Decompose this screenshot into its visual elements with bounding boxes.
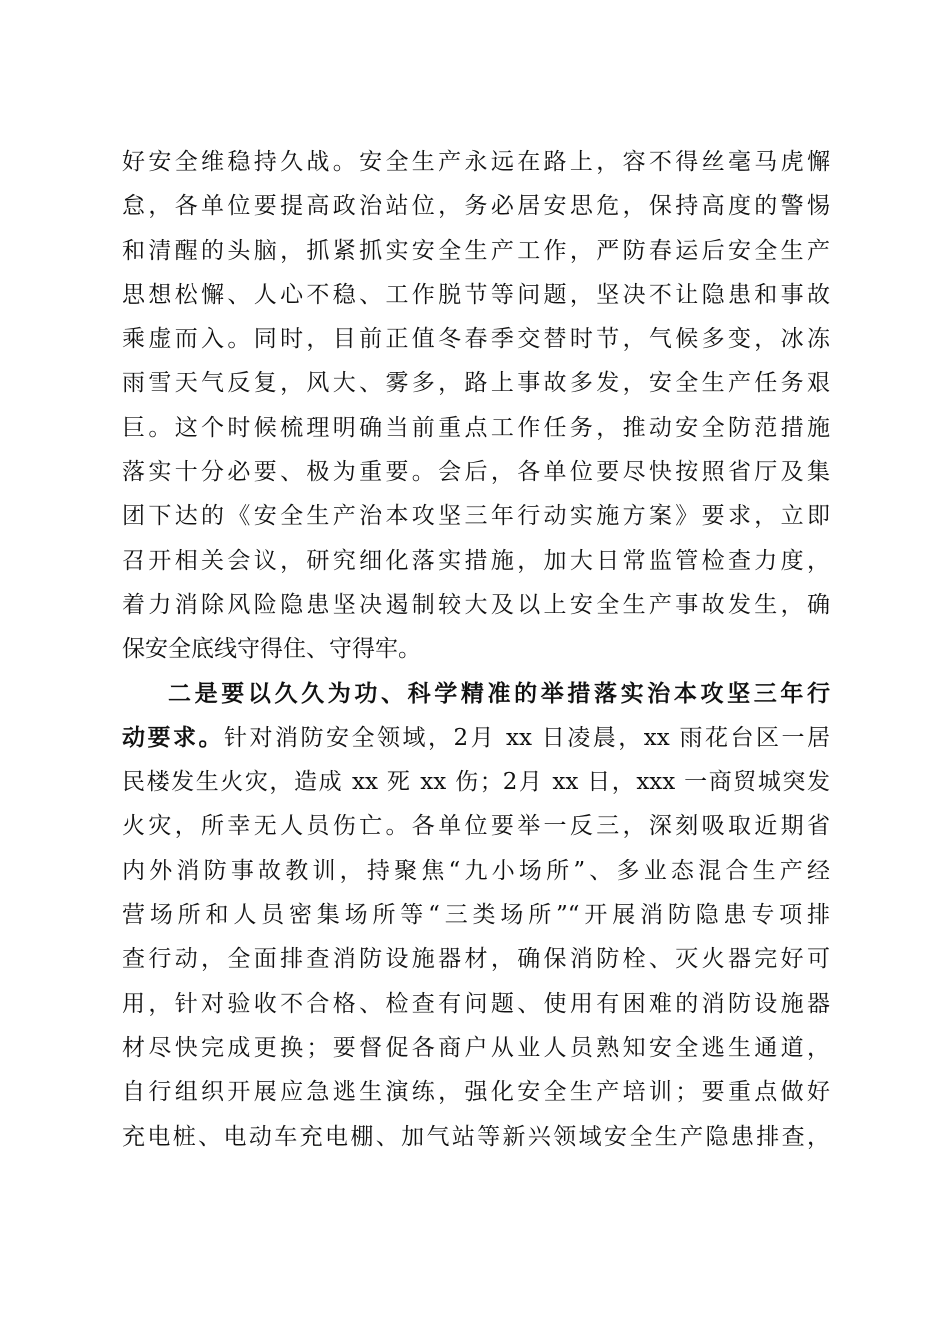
paragraph-1-line: 怠，各单位要提高政治站位，务必居安思危，保持高度的警惕 bbox=[122, 193, 830, 220]
paragraph-2-heading-end: 动要求。 bbox=[122, 723, 225, 751]
paragraph-1-line: 雨雪天气反复，风大、雾多，路上事故多发，安全生产任务艰 bbox=[122, 370, 830, 397]
paragraph-2-line bbox=[122, 716, 830, 760]
paragraph-1-line: 思想松懈、人心不稳、工作脱节等问题，坚决不让隐患和事故 bbox=[122, 281, 830, 308]
paragraph-1 bbox=[122, 140, 830, 1159]
paragraph-2-line: 用，针对验收不合格、检查有问题、使用有困难的消防设施器 bbox=[122, 990, 830, 1017]
paragraph-1-line: 好安全维稳持久战。安全生产永远在路上，容不得丝毫马虎懈 bbox=[122, 149, 830, 175]
paragraph-1-line: 和清醒的头脑，抓紧抓实安全生产工作，严防春运后安全生产 bbox=[122, 237, 830, 264]
paragraph-2-line: 火灾，所幸无人员伤亡。各单位要举一反三，深刻吸取近期省 bbox=[122, 813, 830, 840]
paragraph-2-line: 材尽快完成更换；要督促各商户从业人员熟知安全逃生通道， bbox=[122, 1034, 830, 1061]
paragraph-2-line: 自行组织开展应急逃生演练，强化安全生产培训；要重点做好 bbox=[122, 1079, 830, 1106]
paragraph-1-line: 保安全底线守得住、守得牢。 bbox=[122, 636, 421, 663]
paragraph-1-line: 落实十分必要、极为重要。会后，各单位要尽快按照省厅及集 bbox=[122, 459, 830, 486]
paragraph-1-line: 乘虚而入。同时，目前正值冬春季交替时节，气候多变，冰冻 bbox=[122, 326, 830, 353]
paragraph-2-heading: 二是要以久久为功、科学精准的举措落实治本攻坚三年行 bbox=[168, 679, 830, 707]
paragraph-1-line: 巨。这个时候梳理明确当前重点工作任务，推动安全防范措施 bbox=[122, 414, 830, 441]
paragraph-1-line: 团下达的《安全生产治本攻坚三年行动实施方案》要求，立即 bbox=[122, 503, 830, 530]
paragraph-2-line: 营场所和人员密集场所等“三类场所”“开展消防隐患专项排 bbox=[122, 902, 830, 929]
paragraph-1-line: 着力消除风险隐患坚决遏制较大及以上安全生产事故发生，确 bbox=[122, 591, 830, 618]
paragraph-2-line: 内外消防事故教训，持聚焦“九小场所”、多业态混合生产经 bbox=[122, 857, 830, 884]
paragraph-1-line: 召开相关会议，研究细化落实措施，加大日常监管检查力度， bbox=[122, 547, 830, 574]
paragraph-2-line-rest: 针对消防安全领域，2月 xx 日凌晨，xx 雨花台区一居 bbox=[224, 724, 831, 751]
paragraph-2-line: 充电桩、电动车充电棚、加气站等新兴领域安全生产隐患排查， bbox=[122, 1123, 830, 1150]
paragraph-2-line: 民楼发生火灾，造成 xx 死 xx 伤；2月 xx 日，xxx 一商贸城突发 bbox=[122, 769, 830, 796]
paragraph-2-line: 查行动，全面排查消防设施器材，确保消防栓、灭火器完好可 bbox=[122, 946, 830, 973]
